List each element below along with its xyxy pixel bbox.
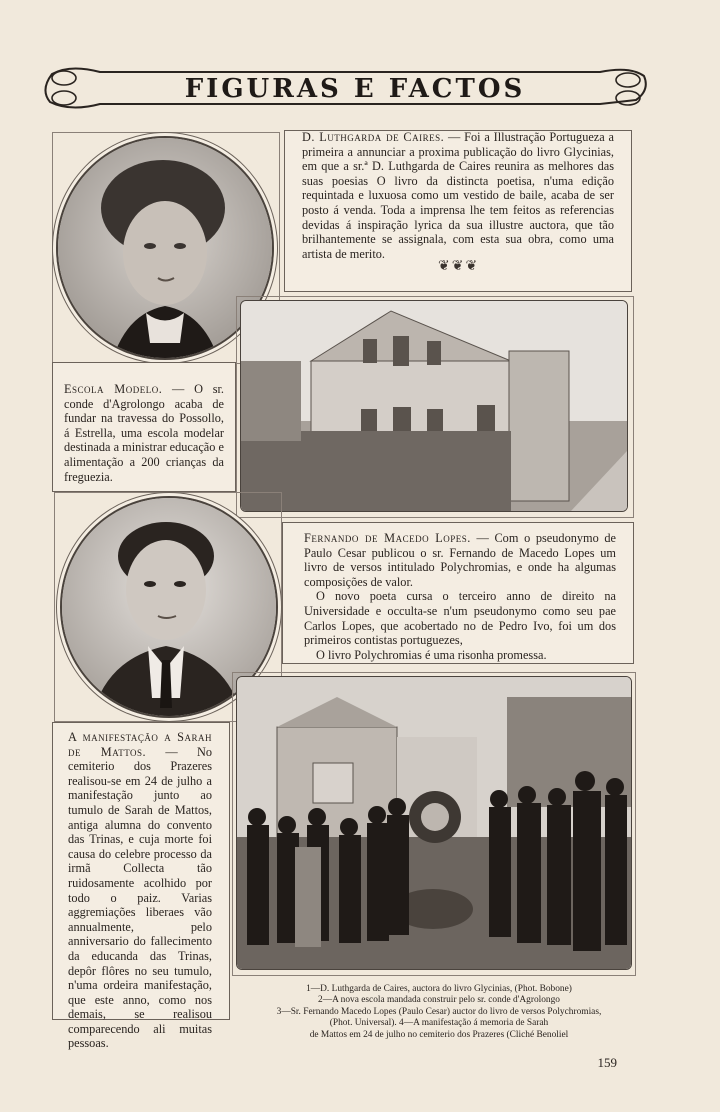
page-number: 159 [597,1055,617,1070]
caption-line-2: 2—A nova escola mandada construir pelo sr. conde d'Agrolongo [318,995,560,1006]
macedo-body-2: O novo poeta cursa o terceiro anno de direito na Universidade e occulta-se n'um pseudonymo como seu pae Carlos Lopes, que acobertado no de Pedro Ivo, foi um dos primeiros contistas portuguezes, [304,589,616,648]
macedo-lead: Fernando de Macedo Lopes. [304,531,471,545]
caption-line-1: 1—D. Luthgarda de Caires, auctora do livro Glycinias, (Phot. Bobone) [306,984,572,994]
photo-captions [266,984,612,1041]
macedo-body-1: — Com o pseudonymo de Paulo Cesar publicou o sr. Fernando de Macedo Lopes um livro de versos intitulado Polychromias, e onde ha algumas composições de valor. [304,531,616,589]
school-building-image [241,301,627,511]
photo-manifestacao-sarah-de-mattos [236,676,632,970]
caires-lead: D. Luthgarda de Caires. [302,130,445,144]
caires-body: — Foi a Illustração Portugueza a primeira a annunciar a proxima publicação do livro Glycinias, em que a sr.ª D. Luthgarda de Caires reunira as melhores das suas poesias O livro da distincta poetisa, n'uma edição requintada e luxuosa como um vestido de baile, acaba de ser posto á venda. Toda a imprensa lhe tem feitos as referencias devidas á inspiração lyrica da sua illustre auctora, que tão brilhantemente se assignala, com esta sua obra, como uma artista de merito. [302,130,614,261]
caption-line-3: 3—Sr. Fernando Macedo Lopes (Paulo Cesar) auctor do livro de versos Polychromias, (Phot. Universal). 4—A manifestação á memoria de Sarah [276,1006,602,1029]
cemetery-crowd-image [237,677,631,969]
caption-line-4: de Mattos em 24 de julho no cemiterio dos Prazeres (Cliché Benoliel [309,1029,569,1040]
article-manifestacao [68,730,212,1051]
photo-escola-modelo [240,300,628,512]
escola-lead: Escola Modelo. [64,382,163,396]
macedo-body-3: O livro Polychromias é uma risonha promessa. [316,647,547,662]
article-caires [302,130,614,261]
manifestacao-lead: A manifestação a Sarah de Mattos. [68,730,212,759]
escola-body: — O sr. conde d'Agrolongo acaba de fundar na travessa do Possollo, á Estrella, uma escola modelar destinada a ministrar educação e alimentação a 200 crianças da freguezia. [64,382,224,484]
masthead-banner [40,60,650,116]
article-macedo [304,531,616,662]
article-escola [64,382,224,484]
manifestacao-body: — No cemiterio dos Prazeres realisou-se em 24 de julho a manifestação junto ao tumulo de Sarah de Mattos, antiga alumna do convento das Trinas, e cuja morte foi causa do celebre processo da irmã Collecta tão ruidosamente acolhido por todo o paiz. Varias aggremiações liberaes vão annualmente, pelo anniversario do fallecimento da educanda das Trinas, depôr flôres no seu tumulo, n'uma ordeira manifestação, que este anno, como nos demais, se realisou comparecendo ali muitas pessoas. [68,744,212,1051]
masthead-title: FIGURAS E FACTOS [184,74,526,104]
section-ornament: ❦❦❦ [438,259,480,274]
